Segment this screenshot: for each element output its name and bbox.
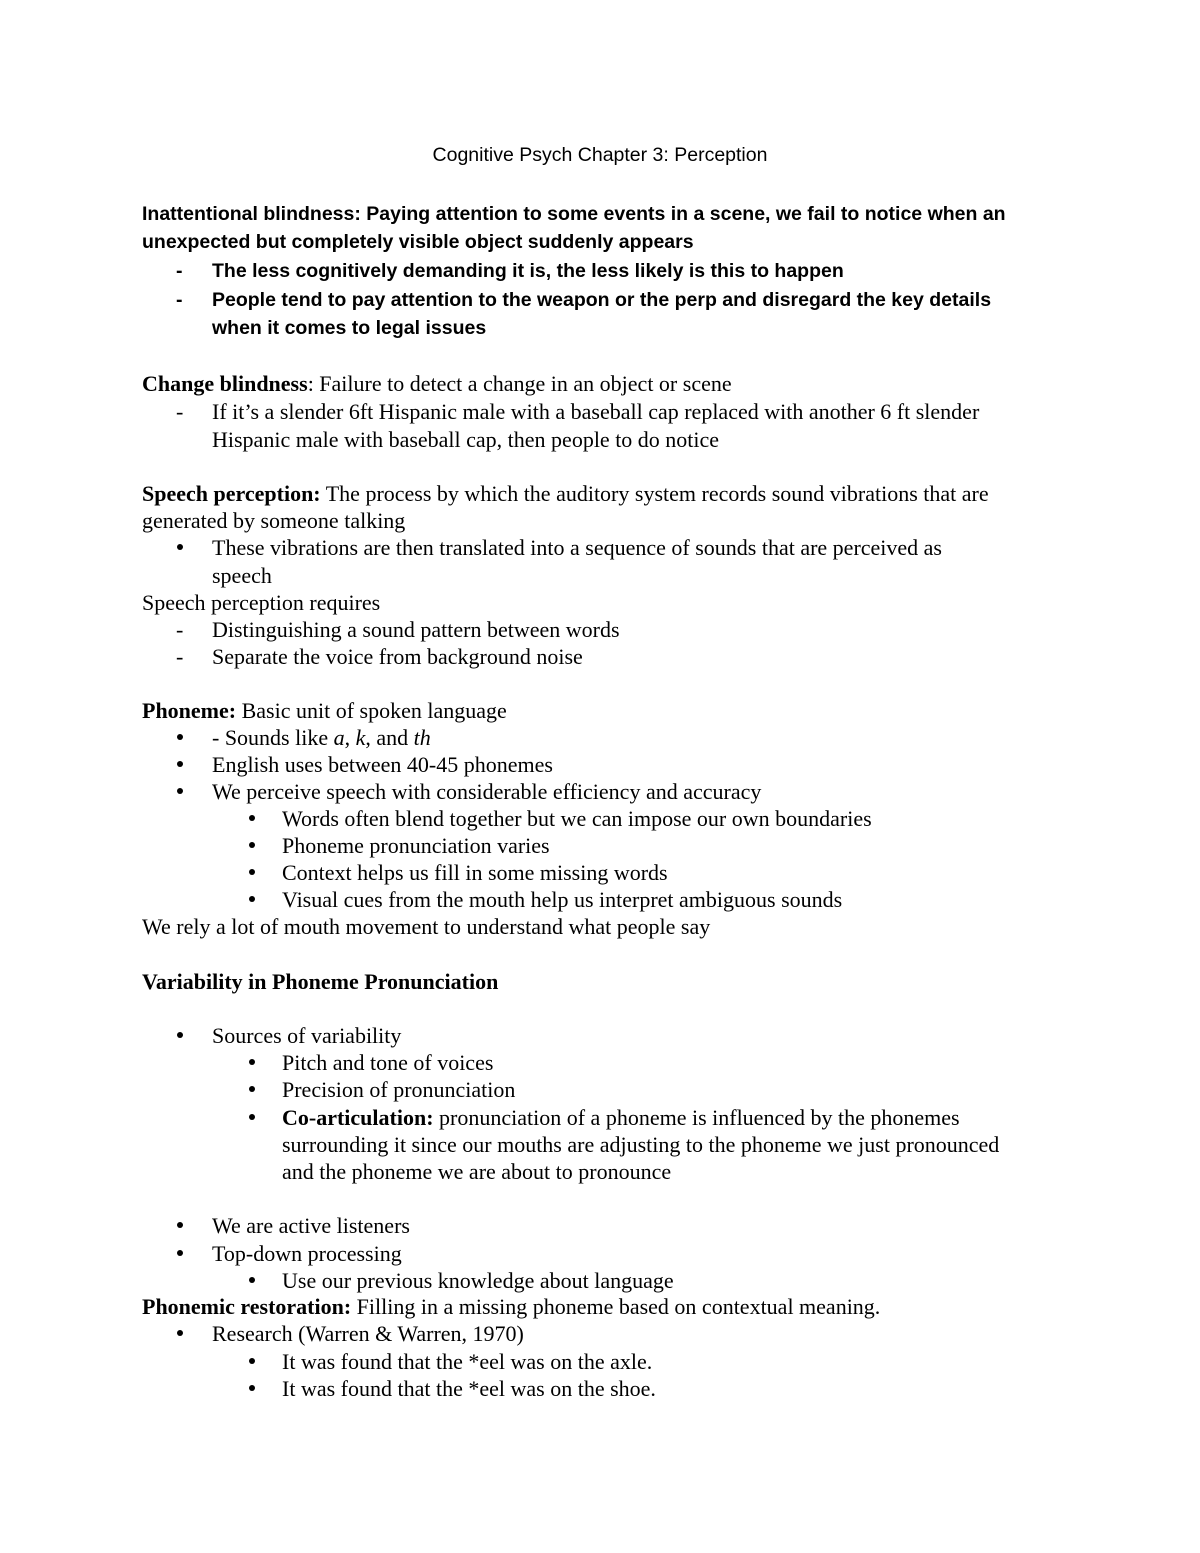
bullet-dot (249, 1114, 255, 1120)
example-k: k (355, 725, 366, 750)
inattentional-bullet-1: The less cognitively demanding it is, the less likely is this to happen (212, 260, 844, 282)
inattentional-bullet-2-line-2: when it comes to legal issues (212, 317, 487, 339)
change-bullet-line-2: Hispanic male with baseball cap, then people to do notice (212, 427, 720, 452)
bullet-dot (249, 1385, 255, 1391)
variability-subbullet-2: Precision of pronunciation (282, 1077, 516, 1102)
bullet-dot (177, 1222, 183, 1228)
restoration-subbullet-1: It was found that the *eel was on the axle. (282, 1349, 653, 1374)
bullet-dot (249, 896, 255, 902)
variability-bullet-3: Top-down processing (212, 1241, 402, 1266)
dash-marker: - (176, 644, 184, 669)
phoneme-note: We rely a lot of mouth movement to understand what people say (142, 914, 711, 939)
example-th: th (413, 725, 431, 750)
bullet-dot (177, 734, 183, 740)
restoration-subbullet-2: It was found that the *eel was on the shoe. (282, 1376, 656, 1401)
variability-bullet-2: We are active listeners (212, 1213, 410, 1238)
bullet-dot (249, 1086, 255, 1092)
bullet-dot (177, 1032, 183, 1038)
phoneme-definition (142, 700, 507, 722)
dash-marker: - (176, 289, 183, 311)
change-definition (142, 373, 732, 395)
change-bullet-line-1: If it’s a slender 6ft Hispanic male with a baseball cap replaced with another 6 ft slender (212, 399, 980, 424)
speech-requirement-2: Separate the voice from background noise (212, 644, 583, 669)
phoneme-bullet-2: English uses between 40-45 phonemes (212, 752, 553, 777)
restoration-definition (142, 1296, 880, 1318)
inattentional-bullet-2-line-1: People tend to pay attention to the weapon or the perp and disregard the key details (212, 289, 992, 311)
phoneme-bullet-1: - Sounds like a, k, and th (212, 725, 431, 750)
variability-heading: Variability in Phoneme Pronunciation (142, 969, 499, 994)
speech-bullet-line-1: These vibrations are then translated into a sequence of sounds that are perceived as (212, 535, 942, 560)
phoneme-subbullet-1: Words often blend together but we can impose our own boundaries (282, 806, 872, 831)
bullet-dot (249, 842, 255, 848)
term-co-articulation: Co-articulation: (282, 1105, 434, 1130)
variability-subbullet-4: Use our previous knowledge about language (282, 1268, 674, 1293)
speech-requirement-1: Distinguishing a sound pattern between words (212, 617, 620, 642)
phoneme-subbullet-2: Phoneme pronunciation varies (282, 833, 550, 858)
bullet-dot (249, 1059, 255, 1065)
variability-bullet-1: Sources of variability (212, 1023, 402, 1048)
restoration-def-text: Filling in a missing phoneme based on contextual meaning. (351, 1294, 881, 1319)
term-speech-perception: Speech perception: (142, 481, 321, 506)
bullet-dot (177, 788, 183, 794)
bullet-dot (249, 1358, 255, 1364)
change-def-text: : Failure to detect a change in an object or scene (307, 371, 732, 396)
phoneme-subbullet-3: Context helps us fill in some missing words (282, 860, 668, 885)
variability-subbullet-3-line-2: surrounding it since our mouths are adjusting to the phoneme we just pronounced (282, 1132, 1000, 1157)
bullet-dot (249, 1277, 255, 1283)
speech-definition-line-1 (142, 483, 989, 505)
phoneme-subbullet-4: Visual cues from the mouth help us interpret ambiguous sounds (282, 887, 843, 912)
speech-requires-label: Speech perception requires (142, 590, 381, 615)
term-inattentional-blindness: Inattentional blindness: (142, 203, 361, 225)
phoneme-def-text: Basic unit of spoken language (236, 698, 507, 723)
inattentional-definition-line-2: unexpected but completely visible object suddenly appears (142, 231, 694, 253)
variability-subbullet-3-line-3: and the phoneme we are about to pronounce (282, 1159, 672, 1184)
bullet-dot (249, 869, 255, 875)
restoration-bullet-1: Research (Warren & Warren, 1970) (212, 1321, 524, 1346)
inattentional-def-text-1: Paying attention to some events in a scene, we fail to notice when an (366, 203, 1006, 225)
speech-bullet-line-2: speech (212, 563, 272, 588)
speech-def-text-1: The process by which the auditory system records sound vibrations that are (320, 481, 989, 506)
speech-definition-line-2: generated by someone talking (142, 508, 406, 533)
term-phonemic-restoration: Phonemic restoration: (142, 1294, 352, 1319)
term-phoneme: Phoneme: (142, 698, 237, 723)
bullet-dot (249, 815, 255, 821)
bullet-dot (177, 544, 183, 550)
example-a: a (333, 725, 345, 750)
page-title: Cognitive Psych Chapter 3: Perception (432, 144, 768, 166)
variability-subbullet-3-line-1: Co-articulation: pronunciation of a phoneme is influenced by the phonemes (282, 1105, 960, 1130)
dash-marker: - (176, 260, 183, 282)
dash-marker: - (176, 617, 184, 642)
bullet-dot (177, 1330, 183, 1336)
term-change-blindness: Change blindness (142, 371, 308, 396)
bullet-dot (177, 761, 183, 767)
phoneme-bullet-3: We perceive speech with considerable efficiency and accuracy (212, 779, 762, 804)
bullet-dot (177, 1250, 183, 1256)
variability-subbullet-1: Pitch and tone of voices (282, 1050, 494, 1075)
inattentional-definition-line-1 (142, 205, 1006, 225)
dash-marker: - (176, 399, 184, 424)
